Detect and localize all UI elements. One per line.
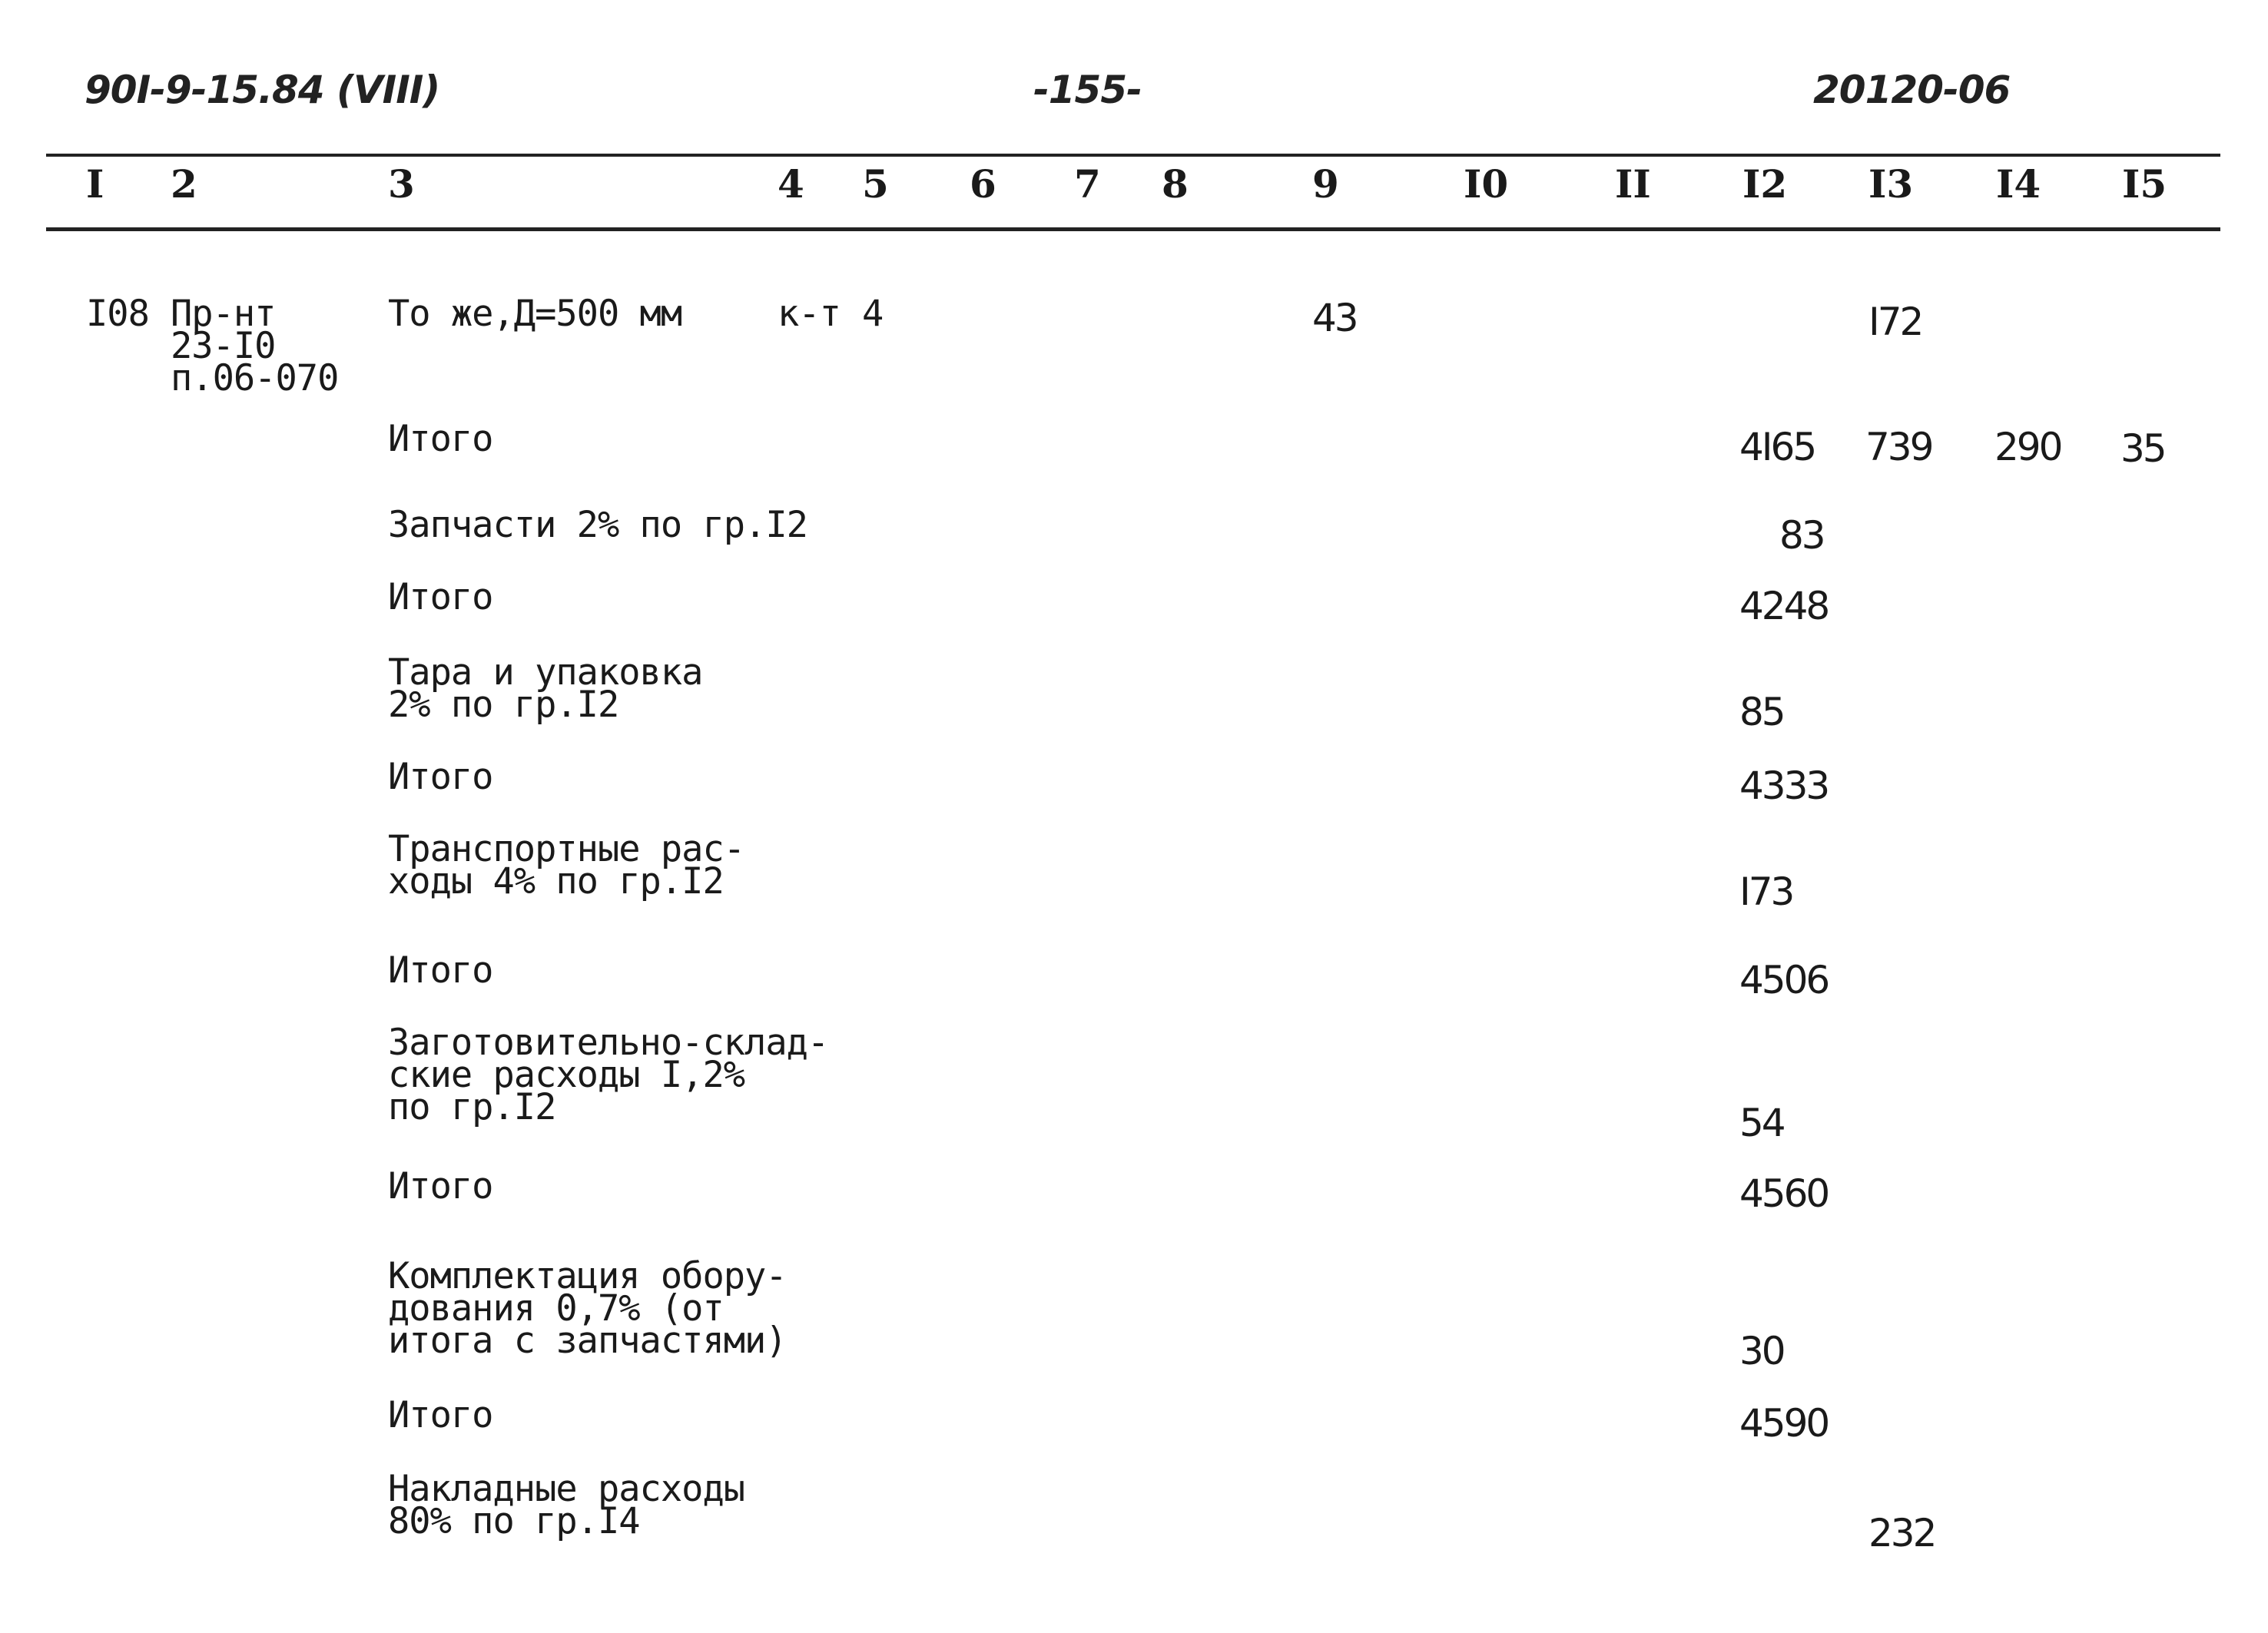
summary-label-line1: Заготовительно-склад- xyxy=(388,1022,829,1064)
col-header-13: I3 xyxy=(1868,161,1914,207)
summary-label-line3: итога с запчастями) xyxy=(388,1320,787,1362)
row-unit: к-т xyxy=(778,293,841,335)
header-rule xyxy=(46,227,2220,231)
summary-col15: 35 xyxy=(2120,426,2165,471)
sheet-code: 20120-06 xyxy=(1813,68,2011,112)
summary-col12: 4560 xyxy=(1739,1171,1829,1216)
summary-label-line2: 80% по гр.I4 xyxy=(388,1500,640,1542)
col-header-14: I4 xyxy=(1996,161,2041,207)
row-code-line1: Пр-нт xyxy=(171,293,276,335)
col-header-6: 6 xyxy=(970,161,996,207)
summary-col12: 83 xyxy=(1779,513,1824,558)
summary-label-line1: Тара и упаковка xyxy=(388,651,703,694)
summary-label-line1: Комплектация обору- xyxy=(388,1255,787,1297)
summary-label: Итого xyxy=(388,949,493,992)
top-rule xyxy=(46,154,2220,157)
row-qty: 4 xyxy=(862,293,884,335)
summary-label-line3: по гр.I2 xyxy=(388,1086,556,1128)
col-header-10: I0 xyxy=(1464,161,1509,207)
summary-label: Запчасти 2% по гр.I2 xyxy=(388,504,807,546)
col-header-12: I2 xyxy=(1742,161,1788,207)
summary-col12: I73 xyxy=(1739,869,1793,914)
row-name: То же,Д=500 мм xyxy=(388,293,682,335)
document-code: 90I-9-15.84 (VIII) xyxy=(85,68,440,112)
summary-col12: 4333 xyxy=(1739,764,1829,808)
summary-label-line2: ходы 4% по гр.I2 xyxy=(388,860,724,903)
col-header-7: 7 xyxy=(1074,161,1101,207)
summary-col12: 4506 xyxy=(1739,958,1829,1002)
row-position: I08 xyxy=(86,293,149,335)
col-header-3: 3 xyxy=(388,161,415,207)
col-header-9: 9 xyxy=(1312,161,1339,207)
col-header-5: 5 xyxy=(862,161,889,207)
summary-col13: 739 xyxy=(1865,425,1932,469)
summary-col12: 4248 xyxy=(1739,584,1829,628)
row-col9: 43 xyxy=(1312,296,1357,340)
summary-label: Итого xyxy=(388,418,493,460)
summary-label: Итого xyxy=(388,576,493,618)
page-number: -155- xyxy=(1033,68,1142,112)
col-header-8: 8 xyxy=(1162,161,1189,207)
summary-col12: 85 xyxy=(1739,690,1784,734)
summary-label: Итого xyxy=(388,756,493,798)
summary-col14: 290 xyxy=(1994,425,2061,469)
col-header-4: 4 xyxy=(778,161,804,207)
col-header-1: I xyxy=(86,161,104,207)
summary-label-line1: Транспортные рас- xyxy=(388,828,745,870)
summary-label: Итого xyxy=(388,1394,493,1436)
summary-col12: 30 xyxy=(1739,1329,1784,1373)
summary-col12: 54 xyxy=(1739,1101,1784,1145)
col-header-11: II xyxy=(1615,161,1651,207)
summary-label-line1: Накладные расходы xyxy=(388,1468,745,1510)
summary-label: Итого xyxy=(388,1165,493,1207)
summary-label-line2: ские расходы I,2% xyxy=(388,1054,745,1096)
col-header-15: I5 xyxy=(2122,161,2167,207)
summary-col13: 232 xyxy=(1868,1511,1935,1555)
summary-label-line2: 2% по гр.I2 xyxy=(388,684,619,726)
row-code-line2: 23-I0 xyxy=(171,325,276,367)
col-header-2: 2 xyxy=(171,161,197,207)
summary-label-line2: дования 0,7% (от xyxy=(388,1287,724,1330)
row-col13: I72 xyxy=(1868,300,1922,344)
summary-col12: 4590 xyxy=(1739,1401,1829,1446)
row-code-line3: п.06-070 xyxy=(171,357,339,399)
summary-col12: 4I65 xyxy=(1739,425,1815,469)
